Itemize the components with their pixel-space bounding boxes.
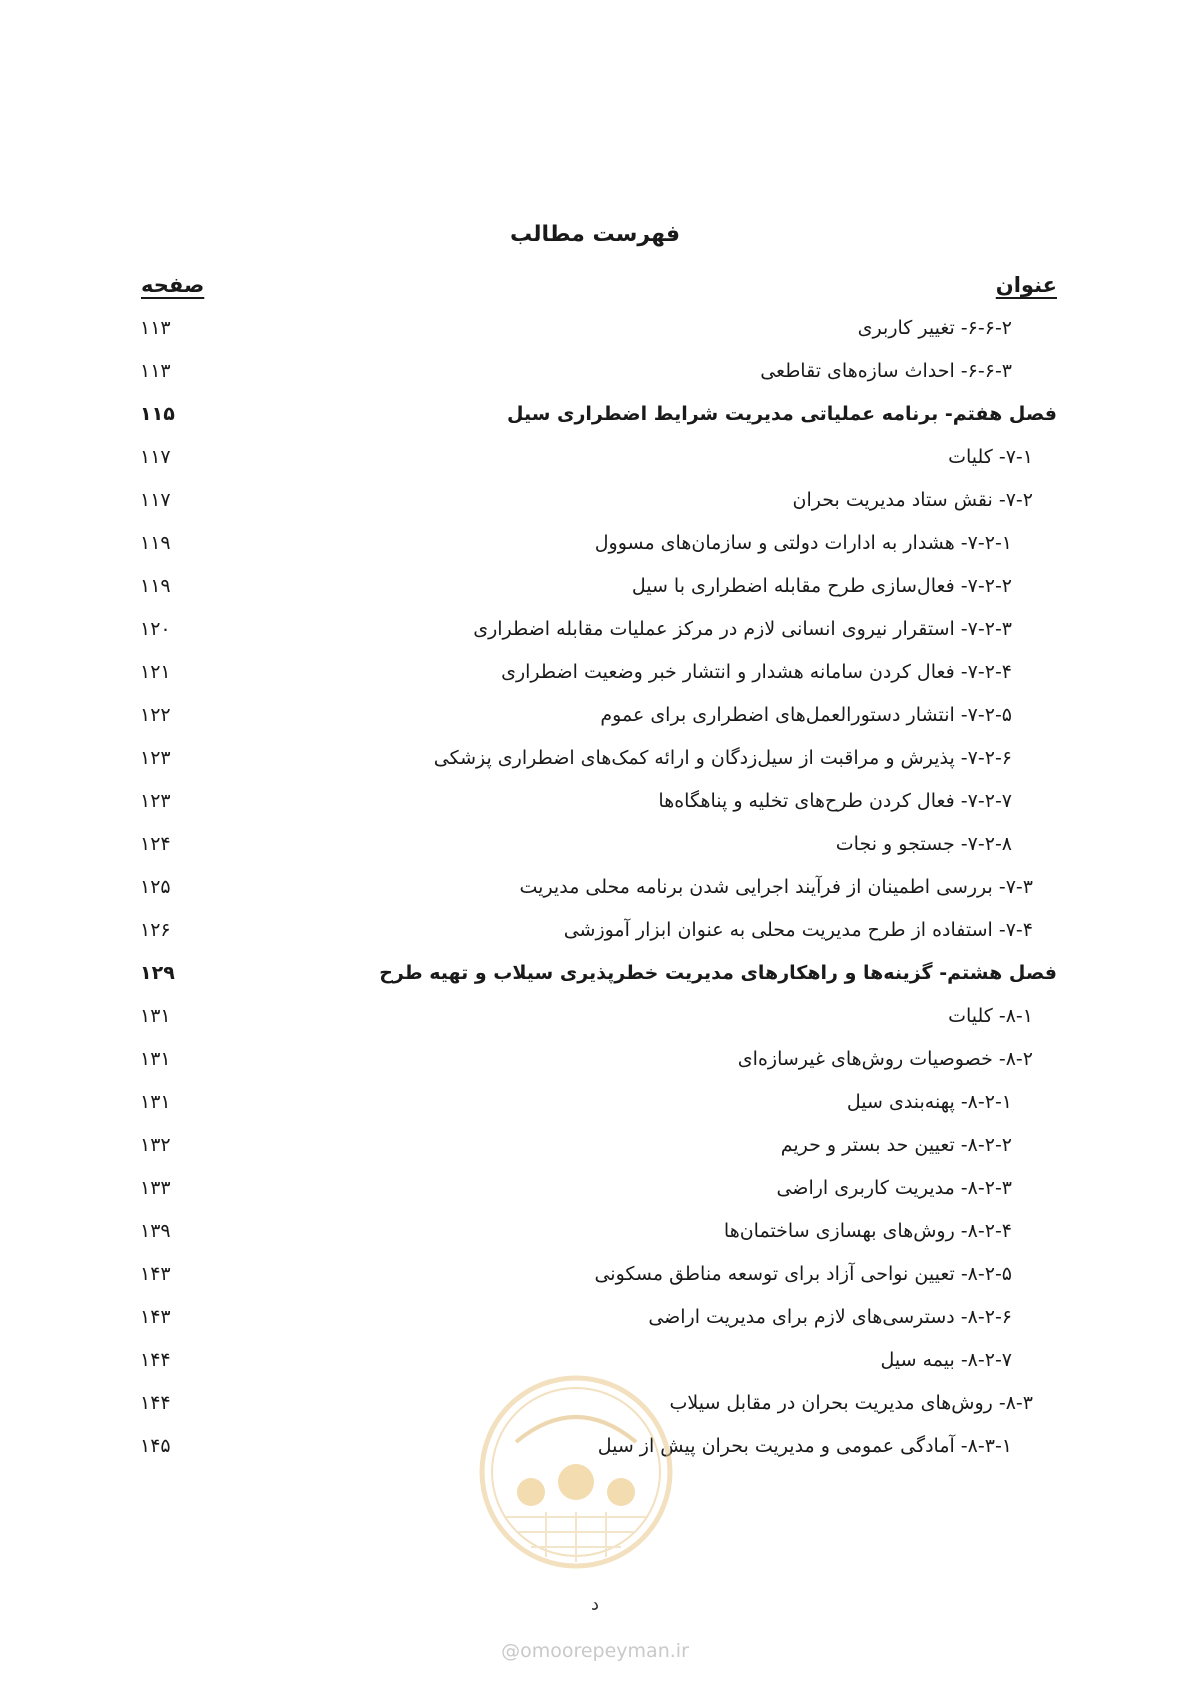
toc-entry-row <box>0 1088 1190 1134</box>
toc-entry-title: ۸-۲-۱- پهنه‌بندی سیل <box>846 1091 1012 1113</box>
toc-entry-title: ۷-۲-۴- فعال کردن سامانه هشدار و انتشار خبر وضعیت اضطراری <box>501 661 1012 683</box>
toc-entry-row <box>0 357 1190 403</box>
toc-entry-title: ۸-۲-۶- دسترسی‌های لازم برای مدیریت اراضی <box>648 1306 1012 1328</box>
toc-entry-title: ۸-۲-۵- تعیین نواحی آزاد برای توسعه مناطق مسکونی <box>594 1263 1012 1285</box>
toc-entry-title: ۸-۲-۴- روش‌های بهسازی ساختمان‌ها <box>723 1220 1012 1242</box>
toc-entry-row <box>0 830 1190 876</box>
toc-entry-row <box>0 701 1190 747</box>
toc-entry-page: ۱۲۴ <box>140 833 171 855</box>
toc-entry-row <box>0 1389 1190 1435</box>
toc-entry-title: ۸-۳-۱- آمادگی عمومی و مدیریت بحران پیش از سیل <box>597 1435 1012 1457</box>
toc-entry-row <box>0 1260 1190 1306</box>
toc-entry-page: ۱۲۱ <box>140 661 171 683</box>
toc-entry-page: ۱۲۶ <box>140 919 171 941</box>
toc-entry-title: ۷-۲-۱- هشدار به ادارات دولتی و سازمان‌های مسوول <box>594 532 1012 554</box>
toc-entry-page: ۱۱۹ <box>140 575 171 597</box>
toc-entry-page: ۱۳۱ <box>140 1091 171 1113</box>
toc-entry-page: ۱۱۹ <box>140 532 171 554</box>
toc-entry-title: ۷-۲-۶- پذیرش و مراقبت از سیل‌زدگان و ارائه کمک‌های اضطراری پزشکی <box>433 747 1012 769</box>
toc-entry-title: ۸-۲- خصوصیات روش‌های غیرسازه‌ای <box>737 1048 1033 1070</box>
toc-entry-page: ۱۴۵ <box>140 1435 171 1457</box>
toc-entry-row <box>0 873 1190 919</box>
toc-entry-page: ۱۳۳ <box>140 1177 171 1199</box>
toc-entry-page: ۱۳۹ <box>140 1220 171 1242</box>
toc-entry-page: ۱۲۲ <box>140 704 171 726</box>
toc-entry-row <box>0 658 1190 704</box>
toc-entry-row <box>0 572 1190 618</box>
toc-entry-row <box>0 529 1190 575</box>
toc-entry-row <box>0 1131 1190 1177</box>
toc-entry-row <box>0 486 1190 532</box>
toc-header-title: عنوان <box>995 273 1057 297</box>
toc-entry-page: ۱۴۳ <box>140 1306 171 1328</box>
toc-entry-title: ۷-۲-۵- انتشار دستورالعمل‌های اضطراری برای عموم <box>600 704 1012 726</box>
toc-entry-page: ۱۲۰ <box>140 618 171 640</box>
toc-entry-page: ۱۱۳ <box>140 317 171 339</box>
toc-entry-row <box>0 1303 1190 1349</box>
toc-entry-title: ۶-۶-۲- تغییر کاربری <box>857 317 1012 339</box>
toc-entry-page: ۱۴۴ <box>140 1349 171 1371</box>
toc-entry-title: ۸-۳- روش‌های مدیریت بحران در مقابل سیلاب <box>669 1392 1033 1414</box>
toc-header-page: صفحه <box>141 273 205 297</box>
toc-title: فهرست مطالب <box>509 222 681 247</box>
watermark-url: @omoorepeyman.ir <box>501 1640 689 1662</box>
page-number: د <box>590 1594 599 1615</box>
toc-entry-title: ۶-۶-۳- احداث سازه‌های تقاطعی <box>760 360 1012 382</box>
toc-entry-page: ۱۲۳ <box>140 790 171 812</box>
toc-entry-title: ۸-۲-۲- تعیین حد بستر و حریم <box>780 1134 1012 1156</box>
toc-entry-row <box>0 1432 1190 1478</box>
toc-entry-row <box>0 314 1190 360</box>
toc-entry-title: ۷-۲-۲- فعال‌سازی طرح مقابله اضطراری با سیل <box>631 575 1012 597</box>
toc-entry-page: ۱۱۷ <box>140 489 171 511</box>
toc-entry-row <box>0 787 1190 833</box>
toc-entry-title: ۷-۴- استفاده از طرح مدیریت محلی به عنوان ابزار آموزشی <box>563 919 1033 941</box>
toc-entry-page: ۱۱۵ <box>140 403 175 425</box>
toc-entry-row <box>0 744 1190 790</box>
toc-entry-title: ۷-۲-۸- جستجو و نجات <box>835 833 1012 855</box>
toc-entry-page: ۱۴۴ <box>140 1392 171 1414</box>
toc-entry-page: ۱۱۳ <box>140 360 171 382</box>
toc-entry-page: ۱۲۵ <box>140 876 171 898</box>
toc-entry-page: ۱۱۷ <box>140 446 171 468</box>
toc-entry-page: ۱۲۳ <box>140 747 171 769</box>
toc-entry-title: ۸-۲-۳- مدیریت کاربری اراضی <box>776 1177 1012 1199</box>
toc-entry-title: ۷-۲-۳- استقرار نیروی انسانی لازم در مرکز عملیات مقابله اضطراری <box>473 618 1012 640</box>
toc-entry-row <box>0 1346 1190 1392</box>
toc-entry-page: ۱۲۹ <box>140 962 175 984</box>
toc-entry-title: ۸-۱- کلیات <box>948 1005 1033 1027</box>
toc-entry-title: ۷-۲- نقش ستاد مدیریت بحران <box>792 489 1033 511</box>
toc-entry-title: فصل هفتم- برنامه عملیاتی مدیریت شرایط اضطراری سیل <box>507 403 1057 425</box>
toc-entry-page: ۱۳۱ <box>140 1048 171 1070</box>
toc-entry-row <box>0 1002 1190 1048</box>
toc-entry-page: ۱۳۱ <box>140 1005 171 1027</box>
toc-entry-title: ۷-۳- بررسی اطمینان از فرآیند اجرایی شدن برنامه محلی مدیریت <box>519 876 1033 898</box>
toc-entry-row <box>0 916 1190 962</box>
toc-entry-title: ۸-۲-۷- بیمه سیل <box>880 1349 1012 1371</box>
toc-chapter-row <box>0 400 1190 446</box>
toc-entry-title: ۷-۲-۷- فعال کردن طرح‌های تخلیه و پناهگاه‌ها <box>658 790 1012 812</box>
toc-entry-row <box>0 443 1190 489</box>
toc-chapter-row <box>0 959 1190 1005</box>
toc-entry-title: فصل هشتم- گزینه‌ها و راهکارهای مدیریت خطرپذیری سیلاب و تهیه طرح <box>379 962 1057 984</box>
toc-entry-row <box>0 1217 1190 1263</box>
toc-entry-title: ۷-۱- کلیات <box>948 446 1033 468</box>
toc-entry-row <box>0 615 1190 661</box>
toc-entry-page: ۱۳۲ <box>140 1134 171 1156</box>
toc-entry-row <box>0 1045 1190 1091</box>
toc-entry-row <box>0 1174 1190 1220</box>
toc-entry-page: ۱۴۳ <box>140 1263 171 1285</box>
